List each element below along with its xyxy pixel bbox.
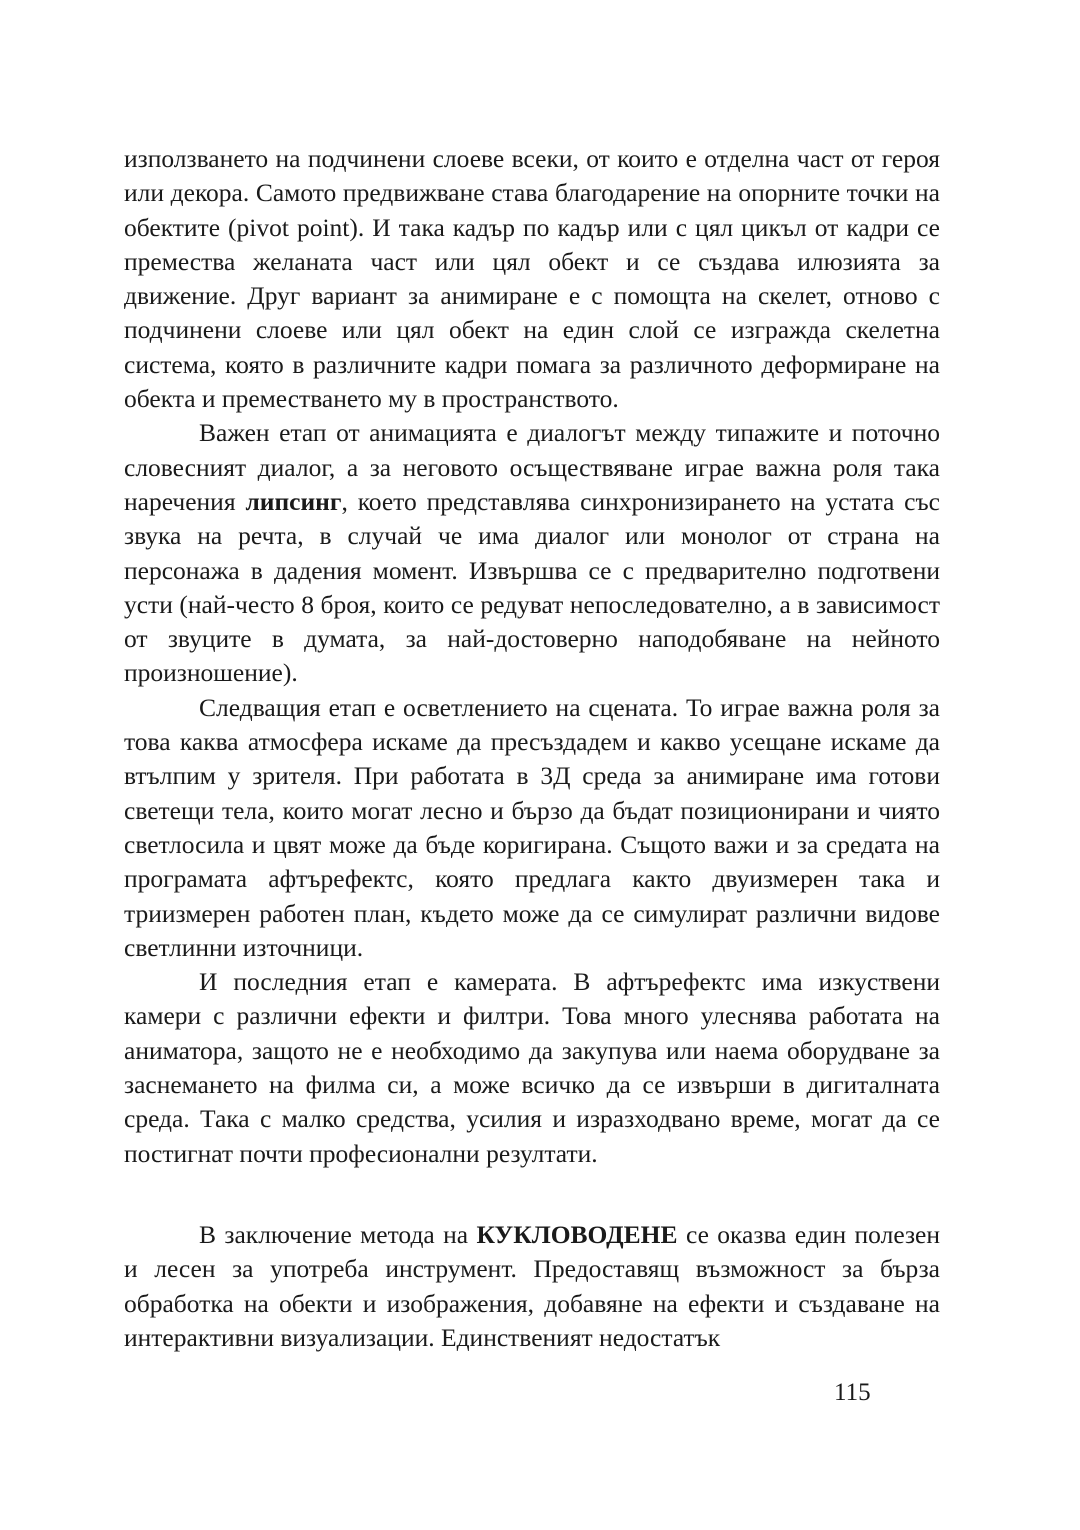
- paragraph-2: [124, 416, 940, 690]
- text-run: В заключение метода на: [199, 1220, 477, 1249]
- text-run: Важен етап от анимацията е диалогът между типажите и поточно словесният диалог, а за неговото осъществяване играе важна роля така наречения: [124, 418, 940, 516]
- paragraph-4: [124, 965, 940, 1171]
- text-run: Следващия етап е осветлението на сцената. То играе важна роля за това каква атмосфера искаме да пресъздадем и какво усещане искаме да втълпим у зрителя. При работата в 3Д среда за анимиране има готови светещи тела, които могат лесно и бързо да бъдат позиционирани и чиято светлосила и цвят може да бъде коригирана. Същото важи и за средата на програмата афтърефектс, която предлага както двуизмерен така и триизмерен работен план, където може да се симулират различни видове светлинни източници.: [124, 692, 940, 962]
- bold-term-kuklovodene: КУКЛОВОДЕНЕ: [476, 1220, 678, 1249]
- text-run: използването на подчинени слоеве всеки, от които е отделна част от героя или декора. Самото предвижване става благодарение на опорните точки на обектите (pivot point). И така кадър по кадър или с цял цикъл от кадри се премества желаната част или цял обект и се създава илюзията за движение. Друг вариант за анимиране е с помощта на скелет, отново с подчинени слоеве или цял обект на един слой се изгражда скелетна система, която в различните кадри помага за различното деформиране на обекта и преместването му в пространството.: [124, 144, 940, 414]
- page-number: 115: [834, 1379, 871, 1406]
- text-run: се оказва един полезен и лесен за употреба инструмент. Предоставящ възможност за бърза обработка на обекти и изображения, добавяне на ефекти и създаване на интерактивни визуализации. Единственият недостатък: [124, 1220, 940, 1352]
- paragraph-1: [124, 142, 940, 416]
- text-run: И последния етап е камерата. В афтърефектс има изкуствени камери с различни ефекти и филтри. Това много улеснява работата на аниматора, защото не е необходимо да закупува или наема оборудване за заснемането на филма си, а може всичко да се извърши в дигиталната среда. Така с малко средства, усилия и изразходвано време, могат да се постигнат почти професионални резултати.: [124, 967, 940, 1168]
- conclusion-text-block: [124, 1218, 940, 1355]
- paragraph-5: [124, 1218, 940, 1355]
- bold-term-lipsing: липсинг: [245, 486, 342, 516]
- text-run: , което представлява синхронизирането на устата със звука на речта, в случай че има диалог или монолог от страна на персонажа в дадения момент. Извършва се с предварително подготвени усти (най-често 8 броя, които се редуват непоследователно, а в зависимост от звуците в думата, за най-достоверно наподобяване на нейното произношение).: [124, 486, 940, 688]
- paragraph-3: [124, 691, 940, 965]
- main-text-block: [124, 142, 940, 1171]
